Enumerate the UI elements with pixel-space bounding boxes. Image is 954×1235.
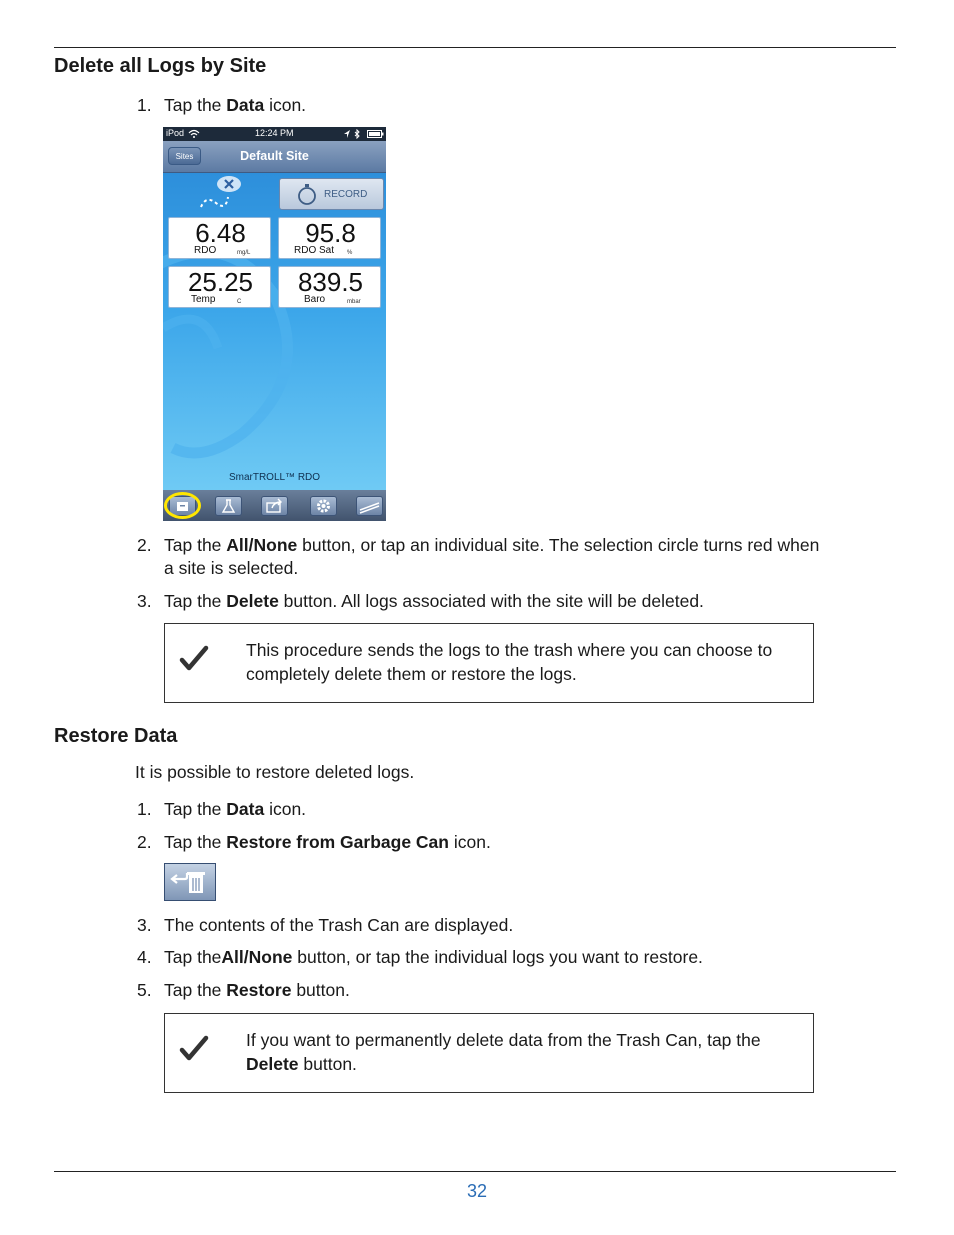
footer-rule — [54, 1171, 896, 1172]
step-number: 2. — [137, 535, 152, 555]
note-box — [164, 1013, 814, 1093]
step-number: 4. — [137, 947, 152, 967]
calibration-flask-icon[interactable] — [215, 496, 242, 516]
header-rule — [54, 47, 896, 48]
reading-name: RDO Sat — [294, 245, 335, 256]
section-heading-restore-data: Restore Data — [54, 725, 178, 747]
step-number: 2. — [137, 832, 152, 852]
reading-unit: mbar — [347, 299, 361, 305]
tab-bar — [163, 490, 386, 521]
reading-tile-rdo-sat[interactable] — [278, 217, 381, 259]
step-text: The contents of the Trash Can are displayed. — [164, 915, 514, 935]
status-time: 12:24 PM — [255, 128, 294, 138]
sites-back-button[interactable]: Sites — [168, 147, 201, 165]
carrier-label: iPod — [166, 128, 185, 138]
nav-bar — [163, 141, 386, 173]
site-title: Default Site — [240, 149, 309, 163]
trash-restore-icon — [165, 864, 215, 900]
step-text: Tap the Data icon. — [164, 799, 307, 819]
note-text: If you want to permanently delete data from the Trash Can, tap the Delete button. — [246, 1030, 761, 1074]
note-box — [164, 623, 814, 703]
reading-value: 95.8 — [305, 218, 356, 248]
reading-tile-temp[interactable] — [168, 266, 271, 308]
reading-unit: mg/L — [237, 250, 251, 256]
page-number: 32 — [466, 1181, 488, 1201]
reading-tile-rdo[interactable] — [168, 217, 271, 259]
settings-gear-icon[interactable] — [310, 496, 337, 516]
reading-unit: C — [237, 299, 242, 305]
readout-bars-icon[interactable] — [356, 496, 383, 516]
reading-value: 839.5 — [297, 267, 364, 297]
note-text: This procedure sends the logs to the trash where you can choose to completely delete them or restore the logs. — [246, 640, 773, 684]
location-icon — [344, 130, 350, 138]
trend-path-icon — [198, 175, 248, 215]
reading-name: Temp — [191, 294, 216, 305]
step-text: Tap the Data icon. — [164, 95, 307, 115]
stopwatch-icon — [296, 183, 318, 205]
checkmark-icon — [179, 1034, 209, 1064]
reading-name: Baro — [304, 294, 326, 305]
reading-value: 6.48 — [195, 218, 246, 248]
section-heading-delete-logs: Delete all Logs by Site — [54, 55, 267, 77]
restore-from-garbage-can-icon — [164, 863, 216, 901]
record-label: RECORD — [324, 189, 368, 200]
data-icon-highlight — [164, 492, 201, 519]
battery-icon — [367, 130, 384, 138]
reading-tile-baro[interactable] — [278, 266, 381, 308]
step-number: 3. — [137, 915, 152, 935]
step-text: Tap the Restore from Garbage Can icon. — [164, 832, 491, 852]
record-button[interactable] — [279, 178, 384, 210]
reading-value: 25.25 — [187, 267, 254, 297]
wifi-icon — [188, 129, 200, 139]
step-number: 5. — [137, 980, 152, 1000]
step-number: 1. — [137, 95, 152, 115]
step-text: Tap the All/None button, or tap an individual site. The selection circle turns red when a site is selected. — [164, 535, 820, 578]
phone-screenshot — [163, 127, 386, 521]
status-bar — [163, 127, 386, 141]
step-number: 1. — [137, 799, 152, 819]
step-number: 3. — [137, 591, 152, 611]
site-dashboard — [163, 173, 386, 490]
sensor-label: SmarTROLL™ RDO — [228, 472, 321, 483]
reading-name: RDO — [194, 245, 217, 256]
step-text: Tap the Restore button. — [164, 980, 350, 1000]
step-text: Tap the Delete button. All logs associated with the site will be deleted. — [164, 591, 704, 611]
restore-intro: It is possible to restore deleted logs. — [135, 762, 415, 782]
share-icon[interactable] — [261, 496, 288, 516]
checkmark-icon — [179, 644, 209, 674]
step-text: Tap theAll/None button, or tap the individual logs you want to restore. — [164, 947, 703, 967]
reading-unit: % — [347, 250, 353, 256]
bluetooth-icon — [354, 129, 360, 139]
